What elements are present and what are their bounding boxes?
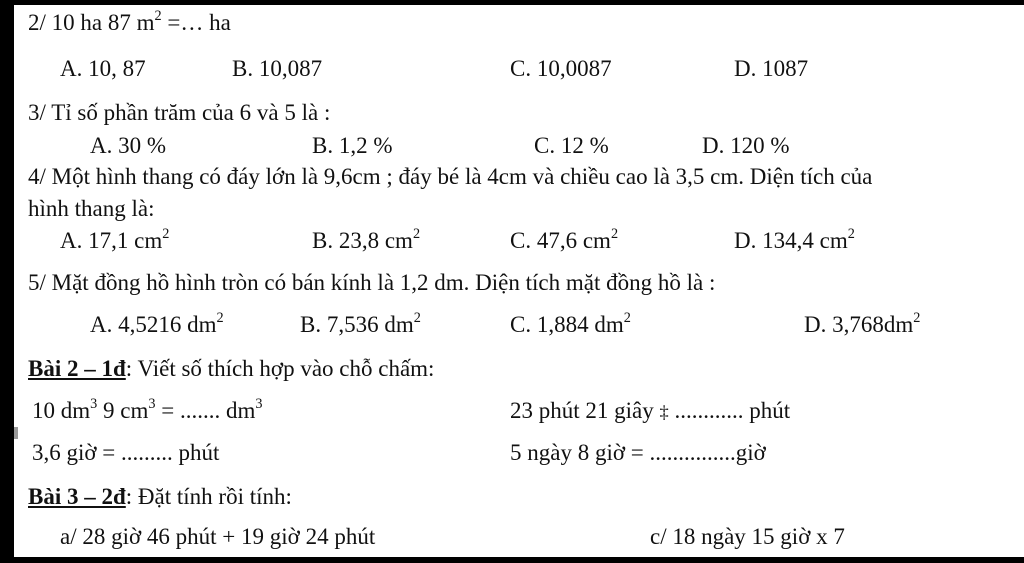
question-5-option-a-sup: 2 [216,309,224,326]
question-4-line-1: 4/ Một hình thang có đáy lớn là 9,6cm ; đáy bé là 4cm và chiều cao là 3,5 cm. Diện tích của [28,164,873,189]
text-cursor-icon: ‡ [659,402,669,422]
question-2-option-a: A. 10, 87 [60,56,146,81]
exercise-2-item-1-a: 10 dm [32,398,91,423]
question-4-option-d [734,225,855,253]
question-2-text-post: =… ha [161,10,231,35]
question-4-line-2: hình thang là: [28,196,155,221]
question-3-option-b: B. 1,2 % [312,133,393,158]
exercise-2-heading: Bài 2 – 1đ [28,356,126,381]
exercise-2-item-1-b: 9 cm [97,398,149,423]
question-2-option-c: C. 10,0087 [510,56,612,81]
exercise-2-item-2 [510,399,790,422]
exercise-2-item-3: 3,6 giờ = ......... phút [32,440,220,465]
question-5: 5/ Mặt đồng hồ hình tròn có bán kính là 1,2 dm. Diện tích mặt đồng hồ là : [28,270,716,295]
question-2 [28,7,231,35]
question-4-option-b [312,225,421,253]
question-2-text-pre: 2/ 10 ha 87 m [28,10,155,35]
question-4-option-d-sup: 2 [847,225,855,242]
question-4-option-c-sup: 2 [610,225,619,242]
exercise-3-heading: Bài 3 – 2đ [28,484,126,509]
exercise-2-item-2-post: ............ phút [668,398,791,423]
exercise-3-instruction: : Đặt tính rồi tính: [125,484,292,509]
question-4-option-b-text: B. 23,8 cm [312,228,413,253]
question-4-option-a-sup: 2 [162,225,170,242]
exercise-2-item-1-sup-b: 3 [148,395,156,412]
worksheet-page [14,5,1024,557]
question-4-option-a [60,225,170,253]
exercise-2-item-1-sup-c: 3 [255,395,263,412]
exercise-3-heading-line [28,485,292,508]
question-3-option-a: A. 30 % [90,133,167,158]
question-5-option-c-sup: 2 [623,309,631,326]
question-5-option-b [300,309,421,337]
exercise-2-item-1-sup-a: 3 [90,395,98,412]
exercise-3-item-a: a/ 28 giờ 46 phút + 19 giờ 24 phút [60,524,376,549]
exercise-2-item-2-pre: 23 phút 21 giây [510,398,660,423]
question-4-option-c [510,225,619,253]
question-4-option-b-sup: 2 [412,225,421,242]
question-5-option-b-text: B. 7,536 dm [300,312,414,337]
exercise-2-heading-line [28,357,434,380]
question-5-option-d [804,309,921,337]
question-3-option-c: C. 12 % [534,133,609,158]
question-3-option-d: D. 120 % [702,133,790,158]
question-5-option-a-text: A. 4,5216 dm [90,312,217,337]
question-5-option-a [90,309,224,337]
question-2-option-d: D. 1087 [734,56,809,81]
margin-marker [14,427,18,439]
question-3: 3/ Tỉ số phần trăm của 6 và 5 là : [28,100,331,125]
exercise-2-item-1-c: = ....... dm [155,398,256,423]
question-2-option-b: B. 10,087 [232,56,323,81]
question-5-option-d-sup: 2 [913,309,921,326]
exercise-2-item-1 [32,395,263,423]
exercise-2-item-4: 5 ngày 8 giờ = ...............giờ [510,440,766,465]
question-5-option-c [510,309,631,337]
question-5-option-b-sup: 2 [413,309,421,326]
exercise-2-instruction: : Viết số thích hợp vào chỗ chấm: [125,356,435,381]
question-2-superscript: 2 [154,7,162,24]
question-5-option-d-text: D. 3,768dm [804,312,914,337]
question-4-option-d-text: D. 134,4 cm [734,228,848,253]
exercise-3-item-c: c/ 18 ngày 15 giờ x 7 [650,524,845,549]
question-4-option-c-text: C. 47,6 cm [510,228,611,253]
question-5-option-c-text: C. 1,884 dm [510,312,624,337]
question-4-option-a-text: A. 17,1 cm [60,228,163,253]
